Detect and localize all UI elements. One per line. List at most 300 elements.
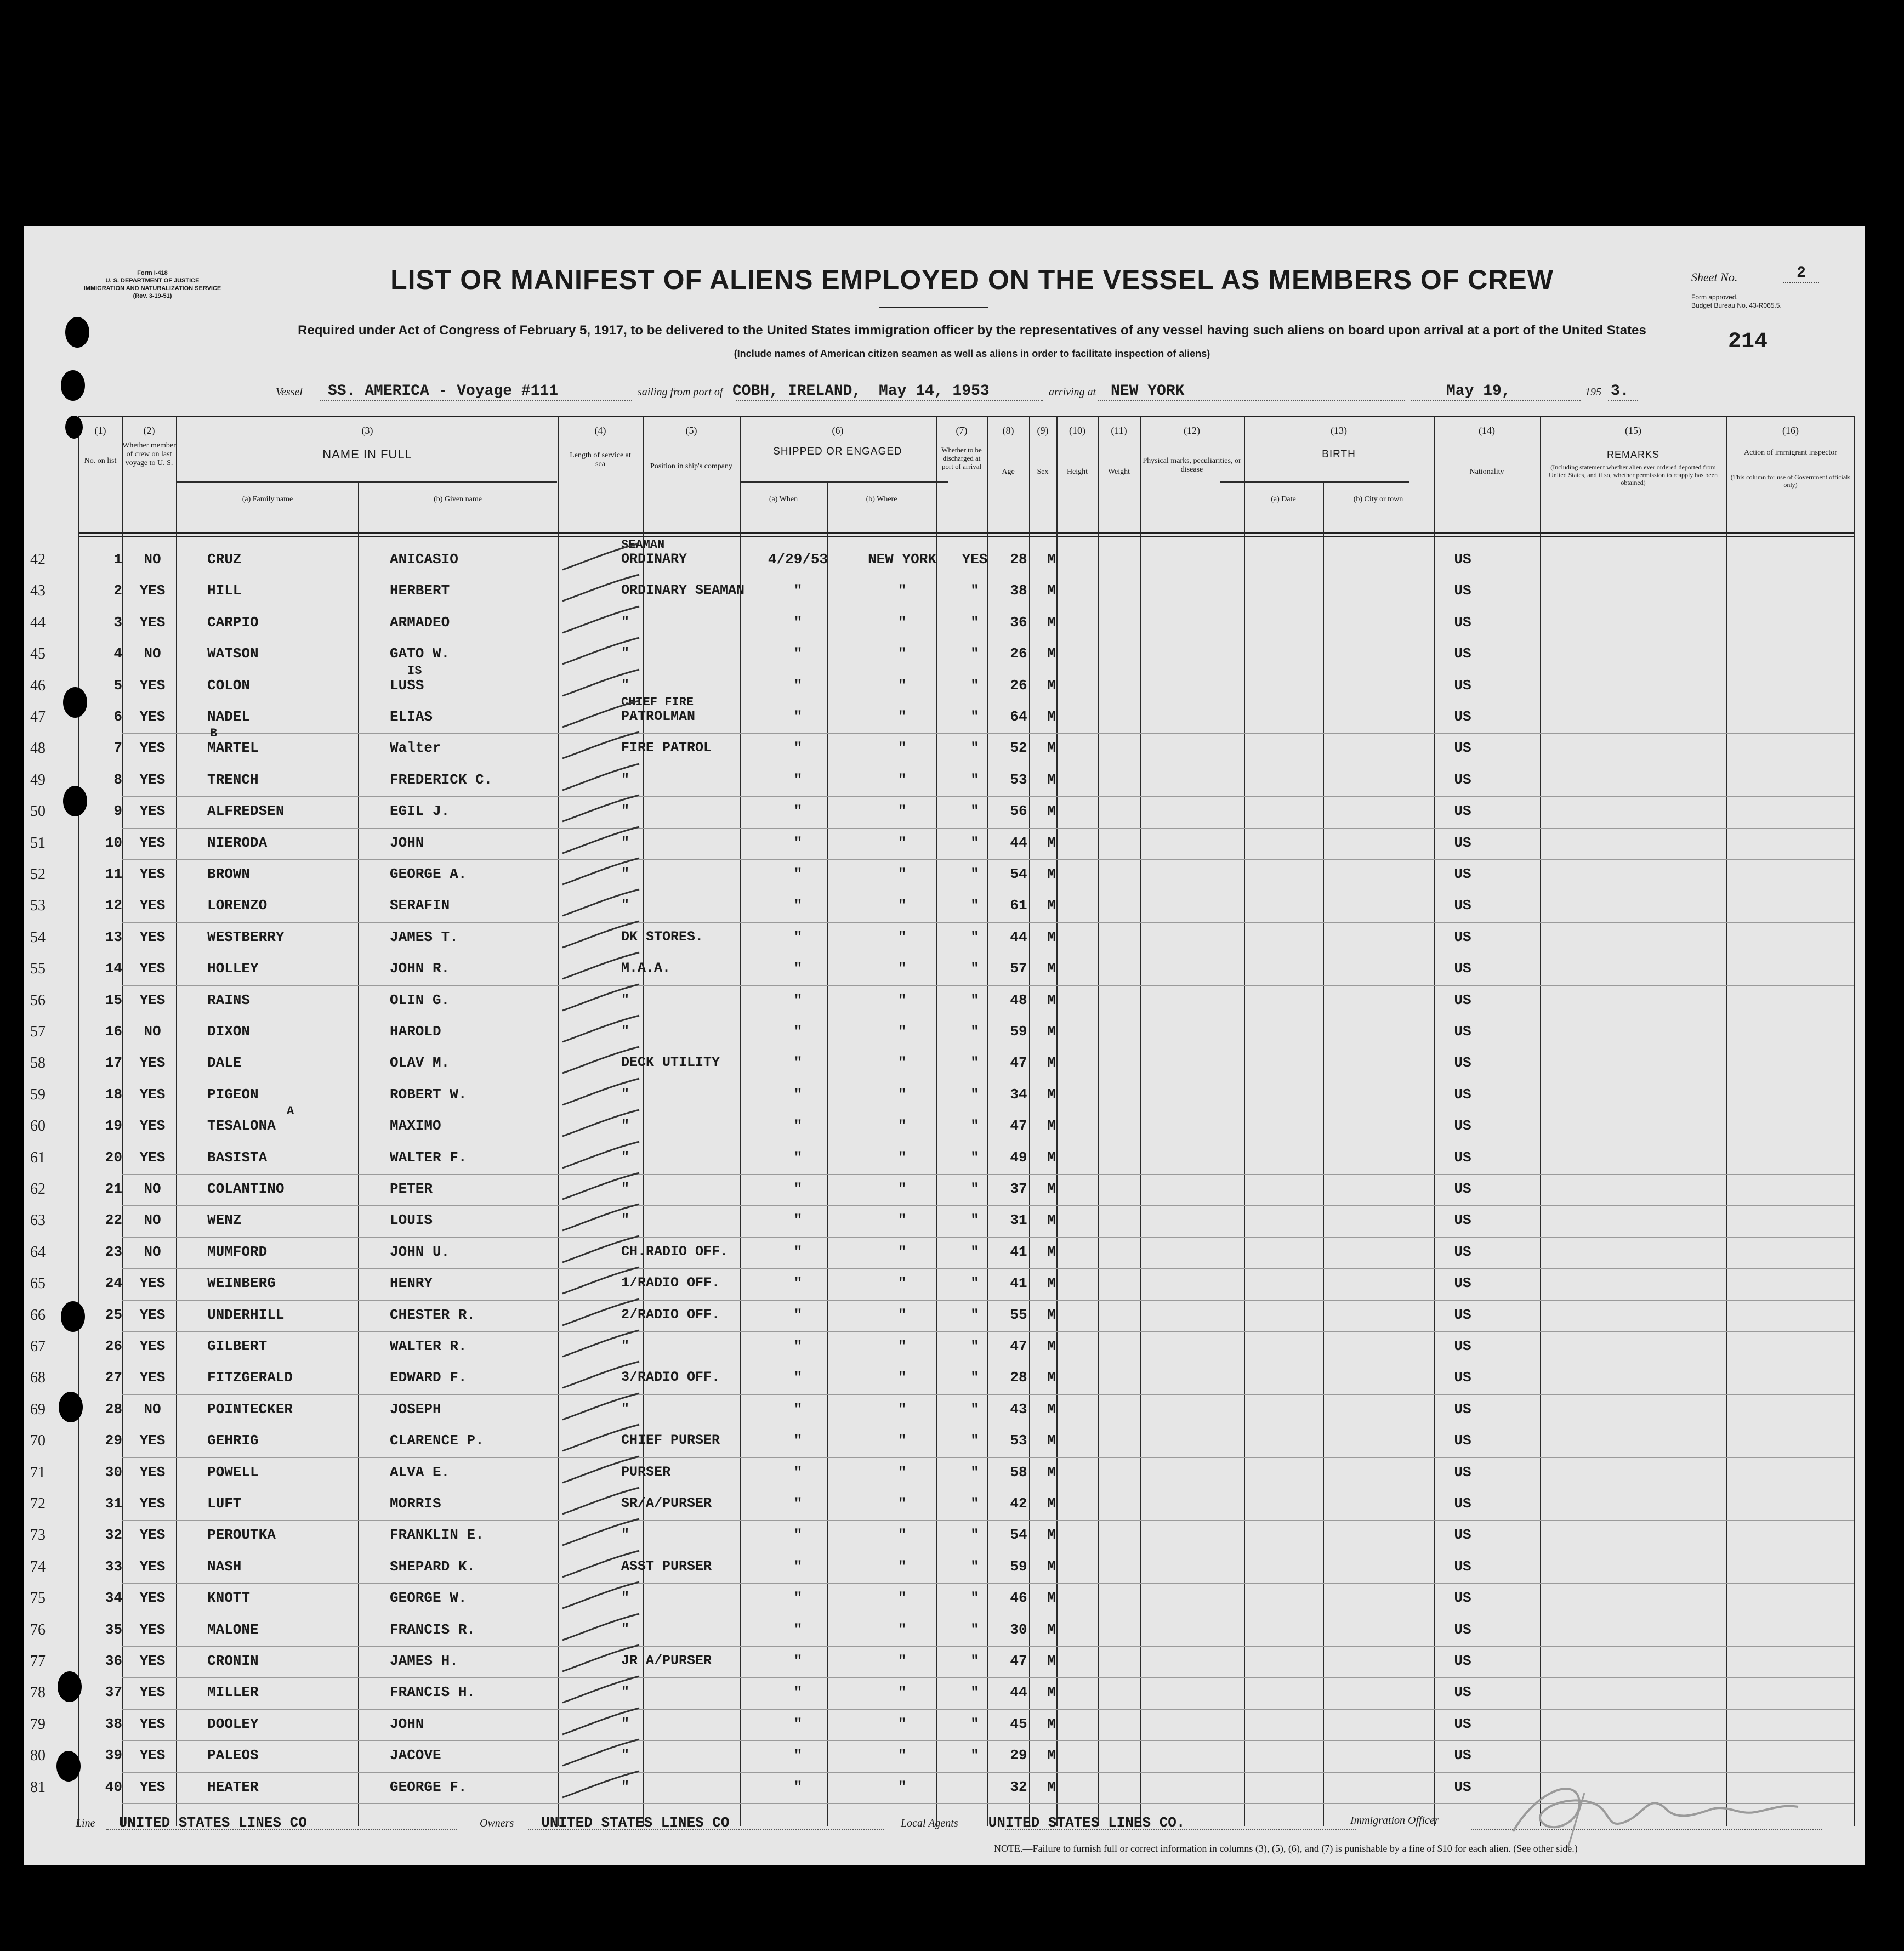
family-name: HILL	[207, 582, 242, 599]
line-number: 53	[30, 897, 46, 915]
member-last-voyage: YES	[139, 614, 166, 631]
service-tick-mark	[560, 1359, 642, 1392]
shipped-when: "	[793, 1715, 803, 1732]
given-name: JOHN	[390, 1715, 424, 1732]
nationality: US	[1454, 1054, 1471, 1071]
discharged: "	[970, 1086, 979, 1103]
line-number: 50	[30, 803, 46, 820]
discharged: "	[970, 1118, 979, 1135]
shipped-where: NEW YORK	[868, 551, 936, 568]
nationality: US	[1454, 677, 1471, 694]
line-number: 52	[30, 866, 46, 883]
manifest-sheet	[24, 226, 1865, 1865]
nationality: US	[1454, 708, 1471, 725]
col5-number: (5)	[685, 425, 697, 436]
age: 44	[1010, 928, 1027, 945]
shipped-where: "	[897, 1275, 907, 1292]
nationality: US	[1454, 1369, 1471, 1386]
given-name-correction: IS	[407, 663, 422, 678]
col6a-header: (a) When	[769, 495, 798, 503]
arrival-date: May 19,	[1446, 383, 1511, 400]
punch-hole	[56, 1751, 81, 1782]
col13-header: BIRTH	[1322, 449, 1356, 460]
member-last-voyage: YES	[139, 1338, 166, 1354]
shipped-subheader-rule	[740, 481, 948, 483]
given-name: ELIAS	[390, 708, 433, 725]
shipped-when: "	[793, 1684, 803, 1701]
position: ORDINARY	[621, 551, 687, 567]
family-name-correction: A	[287, 1104, 294, 1119]
table-row	[24, 859, 1865, 891]
age: 44	[1010, 834, 1027, 851]
shipped-when: "	[793, 1306, 803, 1323]
position: "	[621, 991, 630, 1008]
family-name: BROWN	[207, 866, 251, 882]
shipped-where: "	[897, 1369, 907, 1386]
form-id: Form I-418	[137, 270, 168, 276]
family-name: GILBERT	[207, 1338, 268, 1354]
discharged: "	[970, 1684, 979, 1701]
shipped-where: "	[897, 740, 907, 757]
list-number: 3	[113, 614, 122, 631]
given-name: JOHN	[390, 834, 424, 851]
shipped-where: "	[897, 1527, 907, 1544]
position: PATROLMAN	[621, 708, 696, 724]
position: "	[621, 1338, 630, 1354]
discharged: "	[970, 1653, 979, 1669]
age: 54	[1010, 866, 1027, 882]
list-number: 10	[105, 834, 122, 851]
col3b-header: (b) Given name	[434, 495, 482, 503]
member-last-voyage: YES	[139, 708, 166, 725]
member-last-voyage: YES	[139, 582, 166, 599]
list-number: 40	[105, 1778, 122, 1795]
nationality: US	[1454, 1023, 1471, 1040]
sex: M	[1047, 1149, 1056, 1166]
nationality: US	[1454, 834, 1471, 851]
line-number: 67	[30, 1338, 46, 1355]
position: CHIEF PURSER	[621, 1432, 720, 1449]
birth-subheader-rule	[1220, 481, 1409, 483]
col3-header: NAME IN FULL	[322, 447, 412, 461]
given-name: FRANKLIN E.	[390, 1527, 484, 1544]
sex: M	[1047, 1306, 1056, 1323]
shipped-when: "	[793, 1212, 803, 1229]
shipped-when: "	[793, 1243, 803, 1260]
page-title: LIST OR MANIFEST OF ALIENS EMPLOYED ON THE VESSEL AS MEMBERS OF CREW	[390, 264, 1554, 295]
age: 47	[1010, 1118, 1027, 1135]
position: "	[621, 645, 630, 662]
sex: M	[1047, 551, 1056, 568]
sex: M	[1047, 834, 1056, 851]
sex: M	[1047, 708, 1056, 725]
list-number: 16	[105, 1023, 122, 1040]
nationality: US	[1454, 582, 1471, 599]
position-line-above: SEAMAN	[621, 538, 665, 552]
service-tick-mark	[560, 1580, 642, 1613]
list-number: 4	[113, 645, 122, 662]
shipped-when: "	[793, 1653, 803, 1669]
age: 45	[1010, 1715, 1027, 1732]
nationality: US	[1454, 1275, 1471, 1292]
shipped-where: "	[897, 1054, 907, 1071]
sex: M	[1047, 1054, 1056, 1071]
agents-label: Local Agents	[901, 1817, 958, 1829]
member-last-voyage: NO	[144, 1243, 161, 1260]
sex: M	[1047, 1243, 1056, 1260]
discharged: "	[970, 960, 979, 977]
discharged: YES	[962, 551, 988, 568]
sex: M	[1047, 1464, 1056, 1481]
service-tick-mark	[560, 636, 642, 668]
service-tick-mark	[560, 699, 642, 731]
given-name: GEORGE A.	[390, 866, 467, 882]
age: 48	[1010, 991, 1027, 1008]
age: 47	[1010, 1653, 1027, 1669]
shipped-when: "	[793, 1118, 803, 1135]
col16-number: (16)	[1782, 425, 1799, 436]
family-name: NADEL	[207, 708, 251, 725]
sheet-number: 2	[1783, 265, 1819, 283]
service-tick-mark	[560, 1013, 642, 1046]
position: 2/RADIO OFF.	[621, 1306, 720, 1323]
table-row	[24, 608, 1865, 639]
service-tick-mark	[560, 887, 642, 920]
list-number: 33	[105, 1558, 122, 1575]
nationality: US	[1454, 1684, 1471, 1701]
nationality: US	[1454, 1464, 1471, 1481]
table-row	[24, 985, 1865, 1017]
discharged: "	[970, 1558, 979, 1575]
table-row	[24, 663, 1865, 702]
col8-number: (8)	[1002, 425, 1014, 436]
table-row	[24, 1174, 1865, 1205]
sex: M	[1047, 1023, 1056, 1040]
form-rev: (Rev. 3-19-51)	[133, 293, 172, 299]
sex: M	[1047, 1338, 1056, 1354]
position: "	[621, 1118, 630, 1134]
shipped-where: "	[897, 677, 907, 694]
member-last-voyage: YES	[139, 1495, 166, 1512]
subtitle: Required under Act of Congress of February 5, 1917, to be delivered to the United States immigration officer by the representatives of any vessel having such aliens on board upon arrival at a port of the United States	[298, 323, 1646, 338]
family-name: DALE	[207, 1054, 242, 1071]
col8-header: Age	[1002, 468, 1015, 476]
service-tick-mark	[560, 1265, 642, 1298]
form-service: IMMIGRATION AND NATURALIZATION SERVICE	[83, 285, 221, 292]
col14-number: (14)	[1479, 425, 1495, 436]
given-name: WALTER R.	[390, 1338, 467, 1354]
shipped-when: "	[793, 928, 803, 945]
budget-bureau: Budget Bureau No. 43-R065.5.	[1691, 302, 1782, 309]
shipped-when: "	[793, 1400, 803, 1417]
given-name: ROBERT W.	[390, 1086, 467, 1103]
position: DECK UTILITY	[621, 1054, 720, 1071]
age: 54	[1010, 1527, 1027, 1544]
sex: M	[1047, 960, 1056, 977]
member-last-voyage: YES	[139, 1054, 166, 1071]
col10-header: Height	[1066, 468, 1088, 476]
table-row	[24, 1205, 1865, 1237]
shipped-when: "	[793, 1590, 803, 1607]
list-number: 5	[113, 677, 122, 694]
list-number: 2	[113, 582, 122, 599]
line-number: 80	[30, 1747, 46, 1765]
shipped-when: "	[793, 1181, 803, 1197]
line-number: 57	[30, 1023, 46, 1040]
nationality: US	[1454, 1432, 1471, 1449]
sailing-label: sailing from port of	[638, 386, 723, 398]
table-row	[24, 891, 1865, 922]
family-name: MUMFORD	[207, 1243, 268, 1260]
punch-hole	[63, 687, 87, 718]
discharged: "	[970, 1715, 979, 1732]
given-name: JAMES H.	[390, 1653, 458, 1669]
nationality: US	[1454, 614, 1471, 631]
list-number: 14	[105, 960, 122, 977]
position: JR A/PURSER	[621, 1653, 712, 1669]
shipped-where: "	[897, 1684, 907, 1701]
col2-number: (2)	[143, 425, 155, 436]
shipped-where: "	[897, 1149, 907, 1166]
sex: M	[1047, 645, 1056, 662]
shipped-where: "	[897, 1590, 907, 1607]
shipped-when: "	[793, 1054, 803, 1071]
punch-hole	[61, 370, 85, 401]
service-tick-mark	[560, 1485, 642, 1518]
shipped-where: "	[897, 1306, 907, 1323]
position: "	[621, 897, 630, 914]
family-name: POINTECKER	[207, 1400, 293, 1417]
col16-note: (This column for use of Government officials only)	[1730, 473, 1851, 489]
family-name: GEHRIG	[207, 1432, 259, 1449]
line-number: 73	[30, 1527, 46, 1544]
shipped-when: "	[793, 1527, 803, 1544]
table-row	[24, 765, 1865, 796]
nationality: US	[1454, 1527, 1471, 1544]
service-tick-mark	[560, 856, 642, 889]
discharged: "	[970, 1306, 979, 1323]
shipped-where: "	[897, 1118, 907, 1135]
service-tick-mark	[560, 793, 642, 826]
shipped-where: "	[897, 1464, 907, 1481]
col16-header: Action of immigrant inspector	[1744, 449, 1837, 457]
list-number: 15	[105, 991, 122, 1008]
punch-hole	[61, 1301, 85, 1332]
service-tick-mark	[560, 1706, 642, 1739]
col4-number: (4)	[594, 425, 606, 436]
sex: M	[1047, 771, 1056, 788]
sex: M	[1047, 677, 1056, 694]
shipped-where: "	[897, 1243, 907, 1260]
list-number: 8	[113, 771, 122, 788]
service-tick-mark	[560, 1297, 642, 1330]
service-tick-mark	[560, 919, 642, 952]
line-number: 70	[30, 1432, 46, 1450]
discharged: "	[970, 1369, 979, 1386]
shipped-where: "	[897, 897, 907, 914]
col2-header: Whether member of crew on last voyage to U. S.	[122, 441, 176, 467]
shipped-when: "	[793, 1464, 803, 1481]
owners-value: UNITED STATES LINES CO	[541, 1814, 730, 1831]
line-label: Line	[76, 1817, 95, 1829]
shipped-where: "	[897, 1086, 907, 1103]
shipped-where: "	[897, 928, 907, 945]
table-row	[24, 1457, 1865, 1489]
footer-note: NOTE.—Failure to furnish full or correct information in columns (3), (5), (6), and (7) is punishable by a fine of $10 for each alien. (See other side.)	[994, 1843, 1578, 1854]
age: 52	[1010, 740, 1027, 757]
shipped-where: "	[897, 645, 907, 662]
family-name: MILLER	[207, 1684, 259, 1701]
table-row	[24, 538, 1865, 576]
given-name: ARMADEO	[390, 614, 450, 631]
service-tick-mark	[560, 950, 642, 983]
list-number: 36	[105, 1653, 122, 1669]
service-tick-mark	[560, 1454, 642, 1487]
shipped-when: "	[793, 1558, 803, 1575]
table-row	[24, 1017, 1865, 1048]
table-row	[24, 695, 1865, 733]
position: "	[621, 1400, 630, 1417]
table-row	[24, 1048, 1865, 1079]
list-number: 27	[105, 1369, 122, 1386]
col13-number: (13)	[1331, 425, 1347, 436]
age: 55	[1010, 1306, 1027, 1323]
form-dept: U. S. DEPARTMENT OF JUSTICE	[105, 277, 200, 284]
line-number: 46	[30, 677, 46, 694]
punch-hole	[63, 786, 87, 816]
nationality: US	[1454, 991, 1471, 1008]
position: FIRE PATROL	[621, 740, 712, 756]
shipped-when: "	[793, 1747, 803, 1764]
discharged: "	[970, 834, 979, 851]
nationality: US	[1454, 1778, 1471, 1795]
nationality: US	[1454, 1558, 1471, 1575]
given-name: MAXIMO	[390, 1118, 441, 1135]
given-name: SERAFIN	[390, 897, 450, 914]
service-tick-mark	[560, 762, 642, 795]
age: 61	[1010, 897, 1027, 914]
line-number: 74	[30, 1558, 46, 1575]
discharged: "	[970, 1149, 979, 1166]
table-row	[24, 922, 1865, 954]
service-tick-mark	[560, 1612, 642, 1644]
table-row	[24, 727, 1865, 764]
list-number: 31	[105, 1495, 122, 1512]
given-name: ANICASIO	[390, 551, 458, 568]
position: "	[621, 1747, 630, 1763]
family-name: CRONIN	[207, 1653, 259, 1669]
discharged: "	[970, 1275, 979, 1292]
position: "	[621, 1023, 630, 1039]
member-last-voyage: NO	[144, 1400, 161, 1417]
shipped-where: "	[897, 1432, 907, 1449]
member-last-voyage: YES	[139, 928, 166, 945]
given-name: FRANCIS R.	[390, 1621, 476, 1638]
title-underline	[879, 307, 988, 308]
sex: M	[1047, 1495, 1056, 1512]
service-tick-mark	[560, 541, 642, 574]
shipped-where: "	[897, 1212, 907, 1229]
nationality: US	[1454, 1747, 1471, 1764]
position: "	[621, 1149, 630, 1165]
nationality: US	[1454, 1495, 1471, 1512]
age: 28	[1010, 1369, 1027, 1386]
discharged: "	[970, 866, 979, 882]
member-last-voyage: YES	[139, 991, 166, 1008]
family-name: UNDERHILL	[207, 1306, 285, 1323]
nationality: US	[1454, 1086, 1471, 1103]
family-name: PIGEON	[207, 1086, 259, 1103]
family-name: FITZGERALD	[207, 1369, 293, 1386]
table-row	[24, 828, 1865, 859]
list-number: 19	[105, 1118, 122, 1135]
age: 34	[1010, 1086, 1027, 1103]
member-last-voyage: YES	[139, 960, 166, 977]
member-last-voyage: YES	[139, 1778, 166, 1795]
family-name: RAINS	[207, 991, 251, 1008]
position: "	[621, 1684, 630, 1700]
discharged: "	[970, 1400, 979, 1417]
list-number: 17	[105, 1054, 122, 1071]
family-name: MARTEL	[207, 740, 259, 757]
line-number: 66	[30, 1306, 46, 1324]
discharged: "	[970, 708, 979, 725]
shipped-when: "	[793, 645, 803, 662]
given-name: LOUIS	[390, 1212, 433, 1229]
table-row	[24, 1709, 1865, 1740]
position: DK STORES.	[621, 928, 704, 945]
shipped-when: "	[793, 991, 803, 1008]
line-number: 62	[30, 1181, 46, 1198]
footer-officer	[1350, 1814, 1439, 1827]
line-number: 47	[30, 708, 46, 725]
position: "	[621, 1590, 630, 1606]
given-name: JOHN U.	[390, 1243, 450, 1260]
discharged: "	[970, 1747, 979, 1764]
table-row	[24, 1104, 1865, 1142]
table-row	[24, 639, 1865, 670]
col9-header: Sex	[1037, 468, 1049, 476]
sex: M	[1047, 1212, 1056, 1229]
age: 53	[1010, 1432, 1027, 1449]
family-name: KNOTT	[207, 1590, 251, 1607]
table-row	[24, 1080, 1865, 1111]
table-row	[24, 1268, 1865, 1300]
shipped-where: "	[897, 708, 907, 725]
age: 36	[1010, 614, 1027, 631]
age: 28	[1010, 551, 1027, 568]
discharged: "	[970, 1590, 979, 1607]
sex: M	[1047, 1747, 1056, 1764]
shipped-where: "	[897, 614, 907, 631]
list-number: 21	[105, 1181, 122, 1197]
given-name: GEORGE W.	[390, 1590, 467, 1607]
shipped-where: "	[897, 1621, 907, 1638]
age: 59	[1010, 1023, 1027, 1040]
service-tick-mark	[560, 1422, 642, 1455]
line-number: 75	[30, 1590, 46, 1607]
position: "	[621, 1212, 630, 1228]
family-name: TESALONA	[207, 1118, 276, 1135]
member-last-voyage: YES	[139, 1684, 166, 1701]
shipped-where: "	[897, 991, 907, 1008]
discharged: "	[970, 614, 979, 631]
list-number: 38	[105, 1715, 122, 1732]
list-number: 23	[105, 1243, 122, 1260]
nationality: US	[1454, 1149, 1471, 1166]
discharged: "	[970, 1432, 979, 1449]
discharged: "	[970, 1464, 979, 1481]
